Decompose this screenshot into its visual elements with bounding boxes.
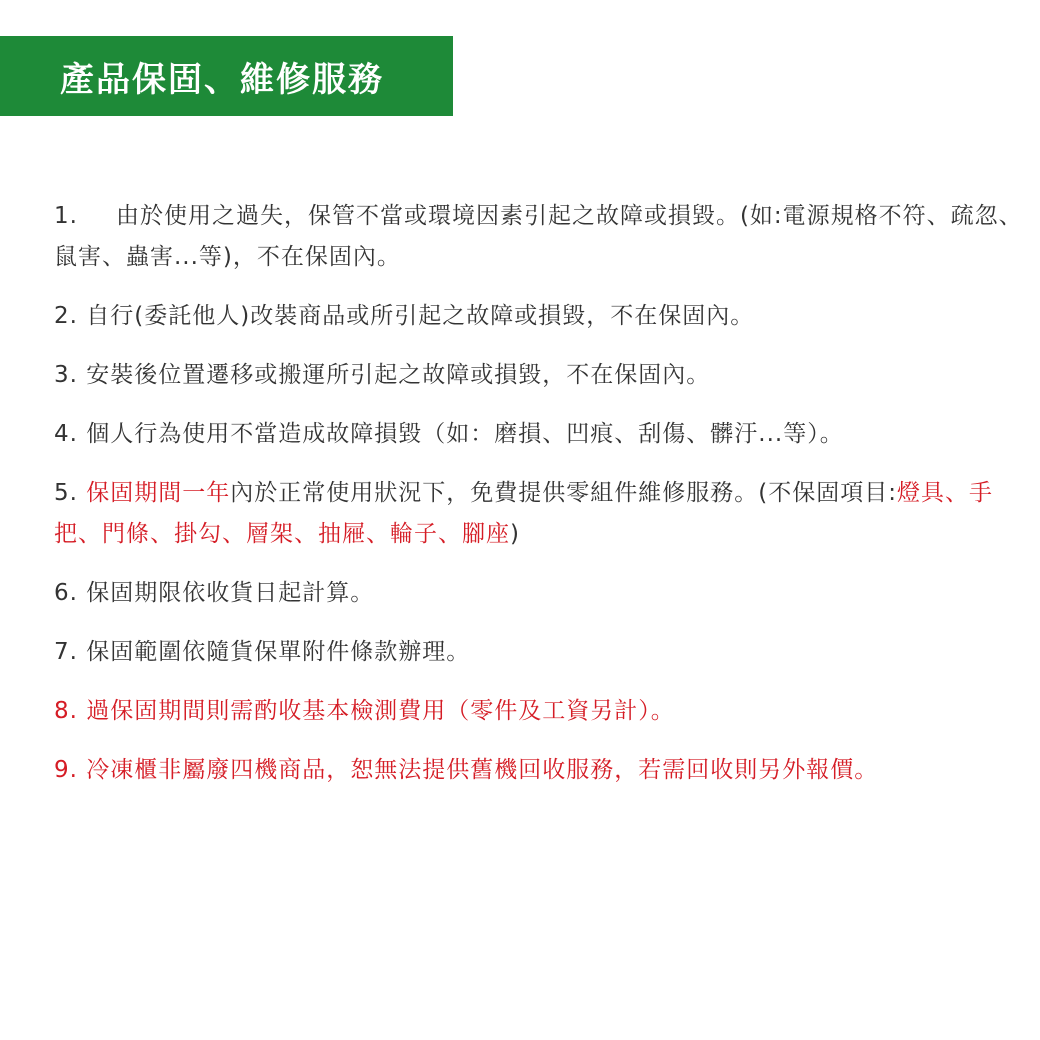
term-text: 冷凍櫃非屬廢四機商品，恕無法提供舊機回收服務，若需回收則另外報價。 bbox=[86, 757, 879, 783]
term-number: 3. bbox=[54, 362, 78, 388]
excluded-items: 燈具、手把、門條、掛勾、層架、抽屜、輪子、腳座 bbox=[54, 480, 993, 547]
term-item-1 bbox=[54, 196, 1026, 278]
term-item-4 bbox=[54, 414, 1026, 455]
term-item-9 bbox=[54, 750, 1026, 791]
term-number: 7. bbox=[54, 639, 78, 665]
warranty-period-highlight: 保固期間一年 bbox=[86, 480, 231, 506]
term-item-7 bbox=[54, 632, 1026, 673]
term-item-5 bbox=[54, 473, 1026, 555]
term-item-8 bbox=[54, 691, 1026, 732]
term-number: 4. bbox=[54, 421, 78, 447]
term-text: 由於使用之過失，保管不當或環境因素引起之故障或損毀。(如:電源規格不符、疏忽、鼠害、蟲害...等)，不在保固內。 bbox=[54, 203, 1023, 270]
page-title: 產品保固、維修服務 bbox=[60, 59, 384, 100]
term-number: 1. bbox=[54, 203, 78, 229]
term-number: 5. bbox=[54, 480, 78, 506]
term-item-3 bbox=[54, 355, 1026, 396]
term-text: 個人行為使用不當造成故障損毀（如：磨損、凹痕、刮傷、髒汙...等）。 bbox=[86, 421, 844, 447]
term-number: 6. bbox=[54, 580, 78, 606]
term-text: 安裝後位置遷移或搬運所引起之故障或損毀，不在保固內。 bbox=[86, 362, 711, 388]
term-text: 自行(委託他人)改裝商品或所引起之故障或損毀，不在保固內。 bbox=[86, 303, 755, 329]
term-text: 內於正常使用狀況下，免費提供零組件維修服務。(不保固項目: bbox=[230, 480, 897, 506]
term-item-6 bbox=[54, 573, 1026, 614]
term-close: ) bbox=[510, 521, 520, 547]
term-item-2 bbox=[54, 296, 1026, 337]
term-number: 8. bbox=[54, 698, 78, 724]
warranty-terms-list bbox=[54, 196, 1026, 809]
term-text: 過保固期間則需酌收基本檢測費用（零件及工資另計）。 bbox=[86, 698, 675, 724]
term-number: 9. bbox=[54, 757, 78, 783]
term-text: 保固範圍依隨貨保單附件條款辦理。 bbox=[86, 639, 471, 665]
header-banner bbox=[0, 36, 453, 116]
term-text: 保固期限依收貨日起計算。 bbox=[86, 580, 375, 606]
term-number: 2. bbox=[54, 303, 78, 329]
